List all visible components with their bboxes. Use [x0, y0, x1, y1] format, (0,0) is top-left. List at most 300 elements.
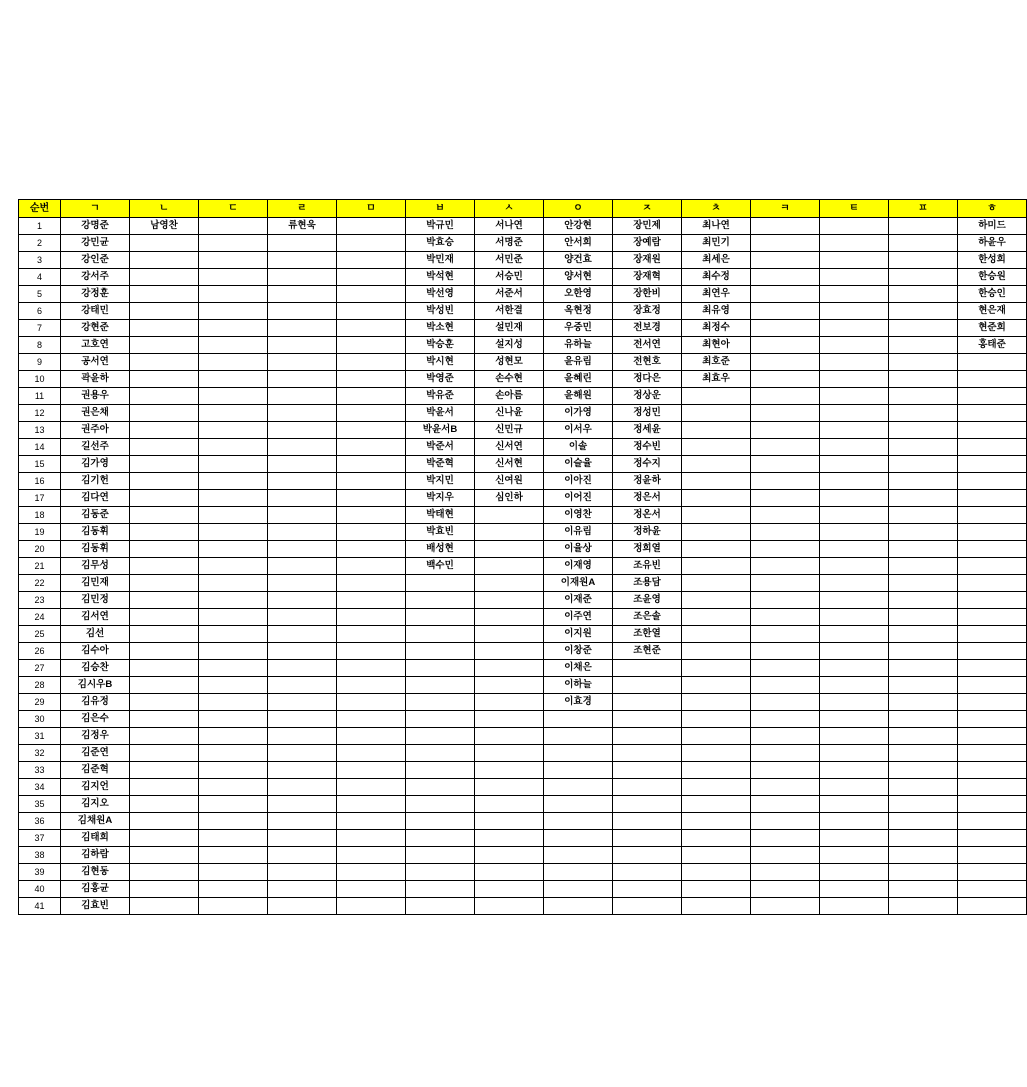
name-cell	[958, 796, 1027, 813]
name-cell	[199, 354, 268, 371]
name-cell: 김선	[61, 626, 130, 643]
name-cell	[268, 541, 337, 558]
name-cell	[613, 898, 682, 915]
name-cell	[130, 286, 199, 303]
name-cell	[889, 898, 958, 915]
name-cell	[268, 337, 337, 354]
name-cell	[337, 473, 406, 490]
name-cell	[475, 524, 544, 541]
name-cell	[130, 439, 199, 456]
name-cell	[958, 830, 1027, 847]
name-cell: 김지오	[61, 796, 130, 813]
name-cell	[820, 626, 889, 643]
name-cell	[958, 728, 1027, 745]
name-cell	[406, 694, 475, 711]
name-cell	[130, 643, 199, 660]
name-cell	[337, 541, 406, 558]
row-index-cell: 5	[19, 286, 61, 303]
name-cell	[820, 388, 889, 405]
name-cell	[199, 830, 268, 847]
column-header-5: ㅁ	[337, 200, 406, 218]
name-cell	[337, 864, 406, 881]
name-cell	[475, 898, 544, 915]
name-cell	[613, 779, 682, 796]
row-index-cell: 14	[19, 439, 61, 456]
name-cell	[268, 898, 337, 915]
name-cell: 한승인	[958, 286, 1027, 303]
table-row	[19, 694, 1027, 711]
name-cell	[958, 388, 1027, 405]
name-cell	[751, 235, 820, 252]
name-cell	[958, 643, 1027, 660]
name-cell: 김서연	[61, 609, 130, 626]
name-cell	[199, 779, 268, 796]
name-cell	[889, 796, 958, 813]
name-cell	[889, 592, 958, 609]
name-cell	[268, 796, 337, 813]
name-cell	[958, 524, 1027, 541]
name-cell	[682, 541, 751, 558]
name-cell	[199, 490, 268, 507]
name-cell	[751, 422, 820, 439]
name-cell	[820, 660, 889, 677]
name-cell	[682, 694, 751, 711]
name-cell	[958, 626, 1027, 643]
name-cell	[820, 881, 889, 898]
name-cell	[751, 830, 820, 847]
name-cell	[751, 303, 820, 320]
name-cell	[613, 745, 682, 762]
name-cell	[268, 388, 337, 405]
name-cell	[130, 728, 199, 745]
name-cell: 이어진	[544, 490, 613, 507]
name-cell	[268, 456, 337, 473]
name-cell	[475, 796, 544, 813]
name-cell	[544, 728, 613, 745]
name-cell	[199, 660, 268, 677]
name-cell: 김승찬	[61, 660, 130, 677]
row-index-cell: 15	[19, 456, 61, 473]
name-cell	[337, 371, 406, 388]
name-cell: 박윤서	[406, 405, 475, 422]
name-cell	[889, 575, 958, 592]
name-cell: 김동휘	[61, 524, 130, 541]
name-cell	[268, 677, 337, 694]
name-cell	[199, 286, 268, 303]
name-cell	[406, 728, 475, 745]
name-cell	[820, 762, 889, 779]
table-row	[19, 235, 1027, 252]
name-cell	[337, 660, 406, 677]
row-index-cell: 29	[19, 694, 61, 711]
name-cell	[958, 456, 1027, 473]
name-cell	[268, 881, 337, 898]
name-cell: 최현아	[682, 337, 751, 354]
name-cell	[682, 388, 751, 405]
name-cell	[682, 405, 751, 422]
name-cell	[475, 643, 544, 660]
name-cell	[544, 745, 613, 762]
name-cell: 조은솔	[613, 609, 682, 626]
name-cell: 하미드	[958, 218, 1027, 235]
name-cell: 이재영	[544, 558, 613, 575]
name-cell	[544, 762, 613, 779]
name-cell	[682, 762, 751, 779]
name-cell: 신민규	[475, 422, 544, 439]
name-cell: 홍태준	[958, 337, 1027, 354]
name-cell: 박효승	[406, 235, 475, 252]
name-cell	[613, 762, 682, 779]
name-cell	[337, 711, 406, 728]
name-cell: 현은재	[958, 303, 1027, 320]
name-cell	[268, 847, 337, 864]
name-cell	[889, 643, 958, 660]
name-cell	[406, 813, 475, 830]
name-cell	[958, 371, 1027, 388]
name-cell	[337, 456, 406, 473]
name-cell	[682, 507, 751, 524]
name-cell	[406, 626, 475, 643]
name-cell: 이재원A	[544, 575, 613, 592]
name-cell: 이재준	[544, 592, 613, 609]
name-cell	[820, 337, 889, 354]
name-cell	[958, 473, 1027, 490]
table-row	[19, 643, 1027, 660]
name-cell	[958, 541, 1027, 558]
name-cell: 장민제	[613, 218, 682, 235]
name-cell	[130, 813, 199, 830]
name-cell	[889, 711, 958, 728]
name-cell: 김가영	[61, 456, 130, 473]
name-cell: 김기헌	[61, 473, 130, 490]
name-cell	[337, 303, 406, 320]
name-cell: 심인하	[475, 490, 544, 507]
name-cell	[268, 371, 337, 388]
name-cell: 성현모	[475, 354, 544, 371]
name-cell: 양서현	[544, 269, 613, 286]
name-cell	[130, 507, 199, 524]
name-cell	[337, 439, 406, 456]
name-cell	[268, 864, 337, 881]
name-cell	[199, 762, 268, 779]
name-cell	[337, 575, 406, 592]
name-cell: 손아름	[475, 388, 544, 405]
name-cell	[406, 711, 475, 728]
name-cell: 이창준	[544, 643, 613, 660]
column-header-3: ㄷ	[199, 200, 268, 218]
row-index-cell: 11	[19, 388, 61, 405]
table-row	[19, 439, 1027, 456]
table-row	[19, 541, 1027, 558]
name-cell: 김준연	[61, 745, 130, 762]
name-cell	[199, 439, 268, 456]
row-index-cell: 6	[19, 303, 61, 320]
name-cell	[199, 898, 268, 915]
name-cell	[889, 762, 958, 779]
name-cell	[130, 235, 199, 252]
name-cell	[199, 592, 268, 609]
row-index-cell: 36	[19, 813, 61, 830]
name-cell: 신나윤	[475, 405, 544, 422]
name-cell	[544, 796, 613, 813]
name-cell: 김채원A	[61, 813, 130, 830]
name-cell	[268, 490, 337, 507]
name-cell	[682, 422, 751, 439]
name-cell	[130, 779, 199, 796]
name-cell: 하윤우	[958, 235, 1027, 252]
name-cell	[199, 320, 268, 337]
name-cell	[682, 677, 751, 694]
name-cell	[751, 898, 820, 915]
row-index-cell: 24	[19, 609, 61, 626]
row-index-cell: 27	[19, 660, 61, 677]
row-index-cell: 10	[19, 371, 61, 388]
name-cell	[820, 507, 889, 524]
name-cell	[820, 303, 889, 320]
name-cell	[475, 694, 544, 711]
name-cell	[958, 354, 1027, 371]
name-cell	[199, 303, 268, 320]
name-cell	[820, 473, 889, 490]
name-cell	[337, 337, 406, 354]
name-cell	[268, 269, 337, 286]
name-cell	[751, 677, 820, 694]
name-cell: 신서현	[475, 456, 544, 473]
name-cell	[820, 830, 889, 847]
name-cell	[889, 269, 958, 286]
name-cell: 이가영	[544, 405, 613, 422]
name-cell: 장재혁	[613, 269, 682, 286]
name-cell	[751, 694, 820, 711]
name-cell: 서승민	[475, 269, 544, 286]
name-cell	[751, 575, 820, 592]
table-row	[19, 507, 1027, 524]
name-cell	[751, 779, 820, 796]
name-cell: 설민재	[475, 320, 544, 337]
name-cell: 정다은	[613, 371, 682, 388]
name-cell	[268, 575, 337, 592]
name-cell	[406, 830, 475, 847]
name-cell	[406, 898, 475, 915]
name-cell	[130, 337, 199, 354]
name-cell	[613, 864, 682, 881]
name-cell: 강민균	[61, 235, 130, 252]
table-row	[19, 864, 1027, 881]
name-cell	[889, 303, 958, 320]
name-cell	[130, 320, 199, 337]
name-cell	[682, 575, 751, 592]
name-cell	[337, 898, 406, 915]
column-header-11: ㅋ	[751, 200, 820, 218]
name-cell	[475, 575, 544, 592]
name-cell: 박윤서B	[406, 422, 475, 439]
row-index-cell: 13	[19, 422, 61, 439]
name-cell	[337, 694, 406, 711]
name-cell	[682, 881, 751, 898]
name-cell: 서명준	[475, 235, 544, 252]
table-body	[19, 218, 1027, 915]
name-cell: 박영준	[406, 371, 475, 388]
table-row	[19, 779, 1027, 796]
table-row	[19, 898, 1027, 915]
name-cell: 유하늘	[544, 337, 613, 354]
row-index-cell: 21	[19, 558, 61, 575]
name-cell: 길선주	[61, 439, 130, 456]
name-cell	[682, 456, 751, 473]
name-cell	[475, 864, 544, 881]
name-cell	[130, 575, 199, 592]
name-cell	[889, 507, 958, 524]
name-cell	[199, 643, 268, 660]
name-cell: 정희열	[613, 541, 682, 558]
name-cell: 박승훈	[406, 337, 475, 354]
name-cell	[820, 643, 889, 660]
name-cell	[751, 456, 820, 473]
name-cell	[268, 745, 337, 762]
name-cell	[751, 796, 820, 813]
name-cell: 이지원	[544, 626, 613, 643]
name-cell	[268, 813, 337, 830]
name-cell	[889, 728, 958, 745]
name-cell	[958, 405, 1027, 422]
name-cell	[958, 677, 1027, 694]
name-cell	[682, 524, 751, 541]
row-index-cell: 37	[19, 830, 61, 847]
name-cell	[475, 728, 544, 745]
name-cell	[958, 439, 1027, 456]
name-cell: 이아진	[544, 473, 613, 490]
name-cell	[130, 660, 199, 677]
name-cell	[544, 779, 613, 796]
table-row	[19, 524, 1027, 541]
name-cell	[268, 320, 337, 337]
name-cell	[751, 592, 820, 609]
name-cell	[682, 779, 751, 796]
name-cell	[199, 796, 268, 813]
row-index-cell: 3	[19, 252, 61, 269]
name-cell	[337, 422, 406, 439]
name-cell	[337, 592, 406, 609]
name-cell	[544, 898, 613, 915]
name-cell	[199, 677, 268, 694]
name-cell	[889, 847, 958, 864]
name-cell	[820, 813, 889, 830]
name-cell	[337, 881, 406, 898]
name-cell	[406, 677, 475, 694]
name-cell	[337, 558, 406, 575]
name-cell	[130, 558, 199, 575]
name-cell	[199, 524, 268, 541]
name-cell	[199, 422, 268, 439]
name-cell: 윤해원	[544, 388, 613, 405]
row-index-cell: 28	[19, 677, 61, 694]
name-cell	[199, 252, 268, 269]
name-cell	[682, 796, 751, 813]
name-cell	[682, 864, 751, 881]
name-cell: 백수민	[406, 558, 475, 575]
table-row	[19, 456, 1027, 473]
name-cell: 오한영	[544, 286, 613, 303]
name-cell	[337, 830, 406, 847]
name-cell	[199, 235, 268, 252]
name-cell	[199, 269, 268, 286]
name-cell	[958, 592, 1027, 609]
row-index-cell: 33	[19, 762, 61, 779]
table-row	[19, 558, 1027, 575]
table-row	[19, 371, 1027, 388]
table-row	[19, 830, 1027, 847]
name-cell	[682, 626, 751, 643]
column-header-7: ㅅ	[475, 200, 544, 218]
row-index-cell: 20	[19, 541, 61, 558]
name-cell	[475, 762, 544, 779]
table-row	[19, 813, 1027, 830]
name-cell	[820, 728, 889, 745]
name-cell	[751, 286, 820, 303]
name-cell	[337, 609, 406, 626]
name-cell: 최민기	[682, 235, 751, 252]
row-index-cell: 4	[19, 269, 61, 286]
header-row	[19, 200, 1027, 218]
name-cell	[406, 575, 475, 592]
name-cell	[268, 830, 337, 847]
name-cell	[958, 558, 1027, 575]
name-cell	[613, 830, 682, 847]
name-cell	[406, 609, 475, 626]
name-cell	[682, 592, 751, 609]
name-cell	[682, 609, 751, 626]
name-cell	[337, 847, 406, 864]
name-cell: 이채은	[544, 660, 613, 677]
name-cell	[130, 762, 199, 779]
table-row	[19, 252, 1027, 269]
name-cell	[889, 286, 958, 303]
name-cell	[337, 405, 406, 422]
name-cell	[199, 881, 268, 898]
name-cell: 박규민	[406, 218, 475, 235]
table-row	[19, 405, 1027, 422]
name-cell	[682, 898, 751, 915]
name-cell	[820, 779, 889, 796]
name-cell	[130, 388, 199, 405]
name-cell: 한승원	[958, 269, 1027, 286]
name-cell	[889, 405, 958, 422]
name-cell: 최호준	[682, 354, 751, 371]
name-cell	[130, 609, 199, 626]
name-cell	[889, 456, 958, 473]
name-cell: 박소현	[406, 320, 475, 337]
name-cell	[820, 422, 889, 439]
name-cell	[268, 354, 337, 371]
name-cell	[820, 405, 889, 422]
name-cell	[889, 881, 958, 898]
table-row	[19, 473, 1027, 490]
name-cell	[889, 626, 958, 643]
name-cell: 강인준	[61, 252, 130, 269]
name-cell	[889, 660, 958, 677]
name-cell	[958, 711, 1027, 728]
name-cell	[544, 847, 613, 864]
name-cell: 권은채	[61, 405, 130, 422]
row-index-cell: 17	[19, 490, 61, 507]
name-cell	[889, 354, 958, 371]
column-header-13: ㅍ	[889, 200, 958, 218]
name-cell	[268, 728, 337, 745]
name-cell: 우중민	[544, 320, 613, 337]
name-cell	[130, 881, 199, 898]
name-cell	[475, 711, 544, 728]
name-cell	[889, 745, 958, 762]
